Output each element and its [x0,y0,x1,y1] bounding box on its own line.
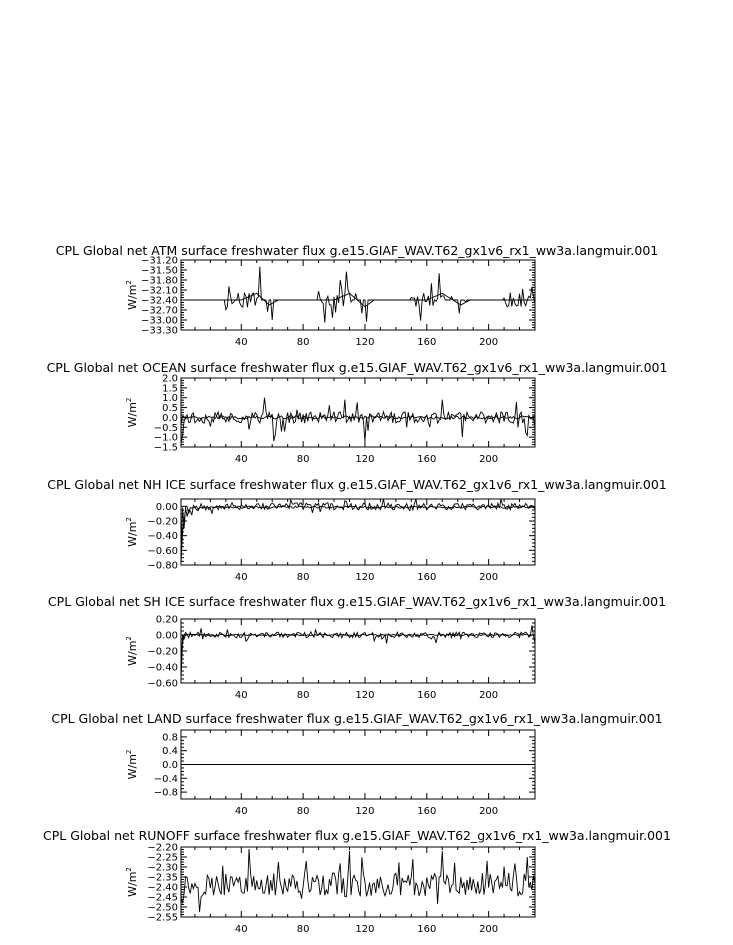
y-tick-label: −2.20 [147,842,178,854]
y-tick-label: −0.80 [147,560,178,572]
series-line-0 [181,625,535,679]
x-tick-label: 160 [417,690,437,701]
x-tick-label: 40 [234,806,248,817]
panel-title: CPL Global net SH ICE surface freshwater flux g.e15.GIAF_WAV.T62_gx1v6_rx1_ww3a.langmuir.001 [47,594,667,609]
y-tick-label: 0.4 [162,746,178,758]
y-axis-label-text: W/m [126,754,139,780]
plot-frame [181,260,535,330]
y-tick-label: −0.40 [147,531,178,543]
y-tick-label: −31.80 [140,275,178,287]
x-tick-label: 160 [417,572,437,583]
x-tick-label: 120 [355,806,375,817]
x-tick-label: 160 [417,337,437,348]
y-tick-label: −32.70 [140,305,178,317]
y-axis-label [125,280,139,310]
y-tick-label: −0.4 [153,773,178,785]
y-tick-label: −0.60 [147,678,178,690]
y-tick-label: 0.0 [162,412,178,424]
x-tick-label: 80 [296,572,310,583]
x-tick-label: 200 [479,337,499,348]
x-tick-label: 40 [234,572,248,583]
plot-frame [181,619,535,683]
y-axis-label-text: W/m [126,521,139,547]
y-axis-label-text: W/m [126,871,139,897]
y-tick-label: −0.40 [147,662,178,674]
y-axis-label-exponent: 2 [125,749,133,755]
y-axis-label [125,867,139,897]
y-axis-label-text: W/m [126,640,139,666]
y-tick-label: 1.0 [162,393,178,405]
series-line-0 [181,267,535,323]
y-axis-label-exponent: 2 [125,397,133,403]
y-tick-label: −1.0 [153,432,178,444]
y-axis-label [125,517,139,547]
y-tick-label: −32.10 [140,285,178,297]
panel-title: CPL Global net RUNOFF surface freshwater flux g.e15.GIAF_WAV.T62_gx1v6_rx1_ww3a.langmuir.001 [43,828,671,843]
y-tick-label: −0.20 [147,516,178,528]
series-line-0 [181,849,535,912]
panel-1 [47,360,668,465]
panel-title: CPL Global net NH ICE surface freshwater flux g.e15.GIAF_WAV.T62_gx1v6_rx1_ww3a.langmuir.001 [47,477,667,492]
y-axis-label-exponent: 2 [125,517,133,522]
panel-3 [48,594,666,701]
series-line-0 [181,499,535,564]
y-axis-label-text: W/m [126,284,139,310]
y-tick-label: −2.35 [147,872,178,884]
y-axis-label [125,636,139,666]
x-tick-label: 160 [417,806,437,817]
y-tick-label: −33.30 [140,325,178,337]
y-tick-label: −32.40 [140,295,178,307]
x-tick-label: 40 [234,924,248,935]
y-axis-label [125,398,139,428]
panel-title: CPL Global net ATM surface freshwater flux g.e15.GIAF_WAV.T62_gx1v6_rx1_ww3a.langmuir.001 [55,243,659,258]
x-tick-label: 160 [417,454,437,465]
x-tick-label: 120 [355,690,375,701]
y-tick-label: −2.50 [147,902,178,914]
panel-4 [51,711,662,817]
x-tick-label: 80 [296,454,310,465]
y-tick-label: 0.5 [162,403,178,415]
y-axis-label-exponent: 2 [125,867,133,872]
series-line-0 [181,398,535,443]
y-tick-label: 0.8 [162,732,178,744]
y-tick-label: −0.5 [153,422,178,434]
series-line-1 [181,506,535,561]
x-tick-label: 40 [234,454,248,465]
x-tick-label: 80 [296,337,310,348]
y-axis-label-text: W/m [126,402,139,428]
y-tick-label: −33.00 [140,315,178,327]
y-tick-label: −2.40 [147,882,178,894]
y-tick-label: −1.5 [153,442,178,454]
x-tick-label: 200 [479,690,499,701]
x-tick-label: 120 [355,572,375,583]
y-tick-label: 0.00 [155,501,178,513]
series-line-1 [181,634,535,675]
y-tick-label: 0.20 [155,614,178,626]
y-axis-label-exponent: 2 [125,280,133,285]
y-axis-label [125,750,139,780]
y-tick-label: −2.45 [147,892,178,904]
x-tick-label: 160 [417,924,437,935]
y-tick-label: −31.50 [140,265,178,277]
x-tick-label: 120 [355,924,375,935]
panel-title: CPL Global net OCEAN surface freshwater flux g.e15.GIAF_WAV.T62_gx1v6_rx1_ww3a.langmuir.001 [46,360,668,375]
x-tick-label: 120 [355,454,375,465]
x-tick-label: 80 [296,806,310,817]
x-tick-label: 40 [234,337,248,348]
panel-0 [56,243,659,348]
y-tick-label: −31.20 [140,255,178,267]
x-tick-label: 200 [479,572,499,583]
y-tick-label: 2.0 [162,373,178,385]
x-tick-label: 80 [296,690,310,701]
y-tick-label: −0.8 [153,787,178,799]
x-tick-label: 200 [479,806,499,817]
x-tick-label: 120 [355,337,375,348]
x-tick-label: 40 [234,690,248,701]
x-tick-label: 200 [479,924,499,935]
y-tick-label: −0.20 [147,646,178,658]
x-tick-label: 80 [296,924,310,935]
y-axis-label-exponent: 2 [125,636,133,641]
y-tick-label: 0.00 [155,630,178,642]
panel-2 [47,477,667,583]
y-tick-label: −0.60 [147,545,178,557]
panel-title: CPL Global net LAND surface freshwater flux g.e15.GIAF_WAV.T62_gx1v6_rx1_ww3a.langmuir.001 [51,711,663,726]
y-tick-label: −2.25 [147,852,178,864]
y-tick-label: −2.30 [147,862,178,874]
y-tick-label: 1.5 [162,383,178,395]
panel-5 [43,828,671,935]
y-tick-label: −2.55 [147,912,178,924]
y-tick-label: 0.0 [162,760,178,771]
x-tick-label: 200 [479,454,499,465]
